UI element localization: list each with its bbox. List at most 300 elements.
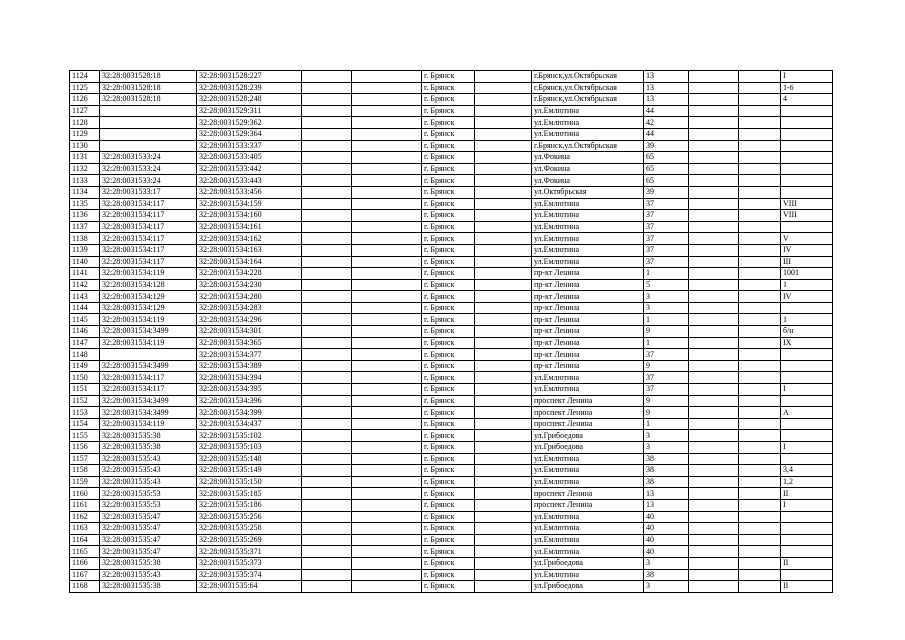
cell-blank-col-10 bbox=[689, 326, 739, 338]
cell-row-number: 1164 bbox=[70, 534, 100, 546]
cell-land-plot-cadastral-number: 32:28:0031534:117 bbox=[100, 221, 197, 233]
cell-land-plot-cadastral-number: 32:28:0031534:129 bbox=[100, 302, 197, 314]
cell-house-number: 1 bbox=[644, 314, 689, 326]
cell-premises-number: 1 bbox=[781, 314, 833, 326]
cell-blank-col-5 bbox=[352, 349, 422, 361]
cell-land-plot-cadastral-number: 32:28:0031534:119 bbox=[100, 268, 197, 280]
cell-house-number: 37 bbox=[644, 244, 689, 256]
cell-house-number: 13 bbox=[644, 71, 689, 83]
cell-object-cadastral-number: 32:28:0031535:373 bbox=[197, 557, 302, 569]
cell-row-number: 1166 bbox=[70, 557, 100, 569]
cell-premises-number bbox=[781, 349, 833, 361]
cell-object-cadastral-number: 32:28:0031535:374 bbox=[197, 569, 302, 581]
cell-city: г. Брянск bbox=[422, 233, 475, 245]
cell-object-cadastral-number: 32:28:0031535:148 bbox=[197, 453, 302, 465]
cell-city: г. Брянск bbox=[422, 326, 475, 338]
cell-house-number: 37 bbox=[644, 198, 689, 210]
cell-land-plot-cadastral-number: 32:28:0031534:117 bbox=[100, 233, 197, 245]
cell-land-plot-cadastral-number: 32:28:0031535:38 bbox=[100, 442, 197, 454]
cell-street: ул.Грибоедова bbox=[532, 557, 644, 569]
cell-blank-col-5 bbox=[352, 314, 422, 326]
cell-land-plot-cadastral-number: 32:28:0031535:38 bbox=[100, 557, 197, 569]
cell-blank-col-7 bbox=[475, 476, 532, 488]
cell-blank-col-11 bbox=[739, 407, 781, 419]
cell-row-number: 1156 bbox=[70, 442, 100, 454]
cell-blank-col-7 bbox=[475, 314, 532, 326]
cell-object-cadastral-number: 32:28:0031534:230 bbox=[197, 279, 302, 291]
cell-row-number: 1140 bbox=[70, 256, 100, 268]
cell-city: г. Брянск bbox=[422, 268, 475, 280]
cell-city: г. Брянск bbox=[422, 256, 475, 268]
cell-land-plot-cadastral-number: 32:28:0031534:119 bbox=[100, 418, 197, 430]
table-row bbox=[70, 326, 833, 338]
cell-blank-col-4 bbox=[302, 499, 352, 511]
cell-object-cadastral-number: 32:28:0031529:362 bbox=[197, 117, 302, 129]
cell-object-cadastral-number: 32:28:0031534:389 bbox=[197, 360, 302, 372]
cell-blank-col-7 bbox=[475, 488, 532, 500]
cell-blank-col-5 bbox=[352, 407, 422, 419]
cell-blank-col-4 bbox=[302, 256, 352, 268]
cell-blank-col-11 bbox=[739, 372, 781, 384]
cell-land-plot-cadastral-number: 32:28:0031533:24 bbox=[100, 163, 197, 175]
cell-house-number: 3 bbox=[644, 581, 689, 593]
cell-row-number: 1141 bbox=[70, 268, 100, 280]
cell-row-number: 1168 bbox=[70, 581, 100, 593]
cell-city: г. Брянск bbox=[422, 418, 475, 430]
cell-house-number: 9 bbox=[644, 395, 689, 407]
cell-row-number: 1161 bbox=[70, 499, 100, 511]
cell-house-number: 37 bbox=[644, 233, 689, 245]
cell-blank-col-10 bbox=[689, 430, 739, 442]
table-row bbox=[70, 82, 833, 94]
cell-land-plot-cadastral-number: 32:28:0031534:117 bbox=[100, 384, 197, 396]
cell-row-number: 1155 bbox=[70, 430, 100, 442]
cell-land-plot-cadastral-number: 32:28:0031535:38 bbox=[100, 581, 197, 593]
cell-blank-col-7 bbox=[475, 557, 532, 569]
cell-blank-col-11 bbox=[739, 337, 781, 349]
cell-blank-col-4 bbox=[302, 407, 352, 419]
cell-premises-number: IV bbox=[781, 244, 833, 256]
cell-blank-col-7 bbox=[475, 430, 532, 442]
cell-object-cadastral-number: 32:28:0031534:399 bbox=[197, 407, 302, 419]
cell-blank-col-4 bbox=[302, 337, 352, 349]
cell-row-number: 1136 bbox=[70, 210, 100, 222]
cell-blank-col-11 bbox=[739, 465, 781, 477]
cell-city: г. Брянск bbox=[422, 71, 475, 83]
cell-blank-col-5 bbox=[352, 117, 422, 129]
cell-street: ул.Емлютина bbox=[532, 476, 644, 488]
cell-house-number: 42 bbox=[644, 117, 689, 129]
cell-object-cadastral-number: 32:28:0031535:258 bbox=[197, 523, 302, 535]
cell-city: г. Брянск bbox=[422, 152, 475, 164]
cell-city: г. Брянск bbox=[422, 210, 475, 222]
cell-object-cadastral-number: 32:28:0031534:395 bbox=[197, 384, 302, 396]
cell-blank-col-4 bbox=[302, 314, 352, 326]
cell-object-cadastral-number: 32:28:0031528:239 bbox=[197, 82, 302, 94]
cell-premises-number: 1,2 bbox=[781, 476, 833, 488]
cell-street: ул.Емлютина bbox=[532, 465, 644, 477]
cell-blank-col-10 bbox=[689, 279, 739, 291]
cell-blank-col-11 bbox=[739, 360, 781, 372]
cell-blank-col-5 bbox=[352, 442, 422, 454]
cell-land-plot-cadastral-number: 32:28:0031534:128 bbox=[100, 279, 197, 291]
cell-premises-number bbox=[781, 430, 833, 442]
cell-blank-col-7 bbox=[475, 291, 532, 303]
cell-blank-col-4 bbox=[302, 569, 352, 581]
table-row bbox=[70, 430, 833, 442]
cell-row-number: 1147 bbox=[70, 337, 100, 349]
cell-street: ул.Емлютина bbox=[532, 256, 644, 268]
cell-land-plot-cadastral-number: 32:28:0031535:43 bbox=[100, 476, 197, 488]
cell-blank-col-11 bbox=[739, 94, 781, 106]
table-row bbox=[70, 128, 833, 140]
cell-blank-col-7 bbox=[475, 152, 532, 164]
cell-house-number: 44 bbox=[644, 128, 689, 140]
cell-blank-col-10 bbox=[689, 105, 739, 117]
cell-street: ул.Грибоедова bbox=[532, 581, 644, 593]
cell-house-number: 65 bbox=[644, 152, 689, 164]
cell-land-plot-cadastral-number: 32:28:0031534:3499 bbox=[100, 407, 197, 419]
cell-blank-col-4 bbox=[302, 244, 352, 256]
cell-blank-col-7 bbox=[475, 523, 532, 535]
cell-street: проспект Ленина bbox=[532, 418, 644, 430]
cell-blank-col-5 bbox=[352, 175, 422, 187]
cell-house-number: 13 bbox=[644, 94, 689, 106]
cell-premises-number bbox=[781, 128, 833, 140]
cell-blank-col-5 bbox=[352, 476, 422, 488]
cell-premises-number: 1 bbox=[781, 279, 833, 291]
cell-object-cadastral-number: 32:28:0031529:311 bbox=[197, 105, 302, 117]
cell-blank-col-5 bbox=[352, 511, 422, 523]
cell-blank-col-5 bbox=[352, 395, 422, 407]
cell-object-cadastral-number: 32:28:0031534:162 bbox=[197, 233, 302, 245]
cell-blank-col-4 bbox=[302, 233, 352, 245]
cell-land-plot-cadastral-number: 32:28:0031534:117 bbox=[100, 210, 197, 222]
cell-blank-col-7 bbox=[475, 569, 532, 581]
cell-row-number: 1132 bbox=[70, 163, 100, 175]
cell-land-plot-cadastral-number: 32:28:0031528:18 bbox=[100, 71, 197, 83]
cell-land-plot-cadastral-number: 32:28:0031534:117 bbox=[100, 372, 197, 384]
cell-premises-number bbox=[781, 360, 833, 372]
cell-blank-col-7 bbox=[475, 453, 532, 465]
cell-land-plot-cadastral-number: 32:28:0031533:24 bbox=[100, 152, 197, 164]
cell-blank-col-11 bbox=[739, 476, 781, 488]
cell-house-number: 40 bbox=[644, 546, 689, 558]
cell-house-number: 3 bbox=[644, 291, 689, 303]
cell-city: г. Брянск bbox=[422, 534, 475, 546]
cell-city: г. Брянск bbox=[422, 360, 475, 372]
cell-object-cadastral-number: 32:28:0031534:296 bbox=[197, 314, 302, 326]
table-row bbox=[70, 268, 833, 280]
cell-blank-col-10 bbox=[689, 557, 739, 569]
cell-blank-col-11 bbox=[739, 488, 781, 500]
cell-blank-col-11 bbox=[739, 453, 781, 465]
cell-land-plot-cadastral-number: 32:28:0031535:47 bbox=[100, 546, 197, 558]
cell-row-number: 1151 bbox=[70, 384, 100, 396]
table-body bbox=[70, 71, 833, 593]
cell-city: г. Брянск bbox=[422, 82, 475, 94]
cell-blank-col-11 bbox=[739, 140, 781, 152]
cell-row-number: 1157 bbox=[70, 453, 100, 465]
cell-object-cadastral-number: 32:28:0031534:396 bbox=[197, 395, 302, 407]
cell-blank-col-11 bbox=[739, 117, 781, 129]
cell-row-number: 1152 bbox=[70, 395, 100, 407]
cell-blank-col-11 bbox=[739, 221, 781, 233]
cell-row-number: 1138 bbox=[70, 233, 100, 245]
cell-blank-col-11 bbox=[739, 186, 781, 198]
cell-city: г. Брянск bbox=[422, 94, 475, 106]
cell-object-cadastral-number: 32:28:0031534:301 bbox=[197, 326, 302, 338]
cell-house-number: 3 bbox=[644, 302, 689, 314]
cell-blank-col-10 bbox=[689, 256, 739, 268]
cell-city: г. Брянск bbox=[422, 372, 475, 384]
cell-blank-col-10 bbox=[689, 291, 739, 303]
table-row bbox=[70, 546, 833, 558]
cell-blank-col-5 bbox=[352, 360, 422, 372]
cell-blank-col-4 bbox=[302, 152, 352, 164]
cell-blank-col-11 bbox=[739, 418, 781, 430]
table-row bbox=[70, 557, 833, 569]
cell-blank-col-11 bbox=[739, 175, 781, 187]
cell-house-number: 37 bbox=[644, 210, 689, 222]
cell-blank-col-10 bbox=[689, 152, 739, 164]
cell-city: г. Брянск bbox=[422, 395, 475, 407]
cell-row-number: 1143 bbox=[70, 291, 100, 303]
cell-city: г. Брянск bbox=[422, 221, 475, 233]
cell-house-number: 65 bbox=[644, 175, 689, 187]
cell-land-plot-cadastral-number: 32:28:0031534:129 bbox=[100, 291, 197, 303]
cell-house-number: 13 bbox=[644, 499, 689, 511]
cell-blank-col-7 bbox=[475, 499, 532, 511]
cell-street: проспект Ленина bbox=[532, 488, 644, 500]
cell-city: г. Брянск bbox=[422, 302, 475, 314]
cell-city: г. Брянск bbox=[422, 198, 475, 210]
cell-city: г. Брянск bbox=[422, 407, 475, 419]
cell-blank-col-4 bbox=[302, 71, 352, 83]
cell-blank-col-10 bbox=[689, 349, 739, 361]
table-row bbox=[70, 511, 833, 523]
cell-row-number: 1139 bbox=[70, 244, 100, 256]
table-row bbox=[70, 186, 833, 198]
cell-object-cadastral-number: 32:28:0031533:443 bbox=[197, 175, 302, 187]
cell-land-plot-cadastral-number: 32:28:0031535:47 bbox=[100, 534, 197, 546]
table-row bbox=[70, 140, 833, 152]
cell-premises-number: I bbox=[781, 384, 833, 396]
cell-object-cadastral-number: 32:28:0031535:269 bbox=[197, 534, 302, 546]
cell-blank-col-7 bbox=[475, 546, 532, 558]
cell-house-number: 39 bbox=[644, 140, 689, 152]
cell-blank-col-5 bbox=[352, 326, 422, 338]
table-row bbox=[70, 256, 833, 268]
cell-city: г. Брянск bbox=[422, 453, 475, 465]
cell-blank-col-5 bbox=[352, 384, 422, 396]
table-row bbox=[70, 175, 833, 187]
cell-street: проспект Ленина bbox=[532, 395, 644, 407]
cell-land-plot-cadastral-number bbox=[100, 117, 197, 129]
cell-row-number: 1154 bbox=[70, 418, 100, 430]
cell-blank-col-10 bbox=[689, 407, 739, 419]
cell-city: г. Брянск bbox=[422, 546, 475, 558]
cell-object-cadastral-number: 32:28:0031535:103 bbox=[197, 442, 302, 454]
cell-row-number: 1125 bbox=[70, 82, 100, 94]
cell-blank-col-5 bbox=[352, 268, 422, 280]
cell-blank-col-4 bbox=[302, 418, 352, 430]
cell-street: ул.Емлютина bbox=[532, 534, 644, 546]
table-row bbox=[70, 418, 833, 430]
cell-house-number: 38 bbox=[644, 569, 689, 581]
cell-blank-col-11 bbox=[739, 546, 781, 558]
cell-house-number: 3 bbox=[644, 430, 689, 442]
cell-blank-col-10 bbox=[689, 175, 739, 187]
cell-premises-number: V bbox=[781, 233, 833, 245]
cell-row-number: 1165 bbox=[70, 546, 100, 558]
cell-blank-col-4 bbox=[302, 384, 352, 396]
cell-blank-col-4 bbox=[302, 395, 352, 407]
cell-blank-col-10 bbox=[689, 233, 739, 245]
cell-row-number: 1129 bbox=[70, 128, 100, 140]
cell-blank-col-10 bbox=[689, 314, 739, 326]
cell-land-plot-cadastral-number: 32:28:0031528:18 bbox=[100, 94, 197, 106]
cell-blank-col-7 bbox=[475, 210, 532, 222]
cell-blank-col-7 bbox=[475, 407, 532, 419]
cell-city: г. Брянск bbox=[422, 279, 475, 291]
cell-premises-number bbox=[781, 140, 833, 152]
cell-street: ул.Емлютина bbox=[532, 372, 644, 384]
cell-blank-col-11 bbox=[739, 511, 781, 523]
cell-blank-col-10 bbox=[689, 418, 739, 430]
cell-object-cadastral-number: 32:28:0031533:405 bbox=[197, 152, 302, 164]
cell-blank-col-11 bbox=[739, 279, 781, 291]
cell-blank-col-7 bbox=[475, 221, 532, 233]
cell-city: г. Брянск bbox=[422, 384, 475, 396]
cell-blank-col-7 bbox=[475, 337, 532, 349]
table-row bbox=[70, 71, 833, 83]
cell-blank-col-10 bbox=[689, 221, 739, 233]
cell-blank-col-5 bbox=[352, 256, 422, 268]
cell-blank-col-11 bbox=[739, 569, 781, 581]
cell-blank-col-4 bbox=[302, 175, 352, 187]
cell-land-plot-cadastral-number: 32:28:0031535:47 bbox=[100, 511, 197, 523]
cell-land-plot-cadastral-number: 32:28:0031535:47 bbox=[100, 523, 197, 535]
cell-premises-number: 1001 bbox=[781, 268, 833, 280]
table-row bbox=[70, 534, 833, 546]
cell-row-number: 1126 bbox=[70, 94, 100, 106]
cell-street: ул.Емлютина bbox=[532, 221, 644, 233]
cell-blank-col-5 bbox=[352, 198, 422, 210]
cell-blank-col-4 bbox=[302, 326, 352, 338]
cell-city: г. Брянск bbox=[422, 163, 475, 175]
cell-blank-col-5 bbox=[352, 128, 422, 140]
cell-blank-col-5 bbox=[352, 233, 422, 245]
cell-street: г.Брянск,ул.Октябрьская bbox=[532, 71, 644, 83]
cell-street: ул.Фокина bbox=[532, 163, 644, 175]
cell-premises-number: II bbox=[781, 581, 833, 593]
cell-premises-number bbox=[781, 163, 833, 175]
cell-land-plot-cadastral-number: 32:28:0031534:117 bbox=[100, 256, 197, 268]
cell-street: пр-кт Ленина bbox=[532, 279, 644, 291]
cell-blank-col-4 bbox=[302, 82, 352, 94]
cell-object-cadastral-number: 32:28:0031535:64 bbox=[197, 581, 302, 593]
cell-row-number: 1137 bbox=[70, 221, 100, 233]
cell-city: г. Брянск bbox=[422, 244, 475, 256]
cell-blank-col-7 bbox=[475, 465, 532, 477]
cell-blank-col-4 bbox=[302, 279, 352, 291]
cell-row-number: 1146 bbox=[70, 326, 100, 338]
cell-blank-col-10 bbox=[689, 140, 739, 152]
cell-city: г. Брянск bbox=[422, 581, 475, 593]
cell-blank-col-5 bbox=[352, 534, 422, 546]
cell-blank-col-10 bbox=[689, 546, 739, 558]
cell-blank-col-7 bbox=[475, 384, 532, 396]
cell-street: г.Брянск,ул.Октябрьская bbox=[532, 94, 644, 106]
cell-land-plot-cadastral-number bbox=[100, 105, 197, 117]
cell-land-plot-cadastral-number: 32:28:0031535:53 bbox=[100, 499, 197, 511]
cell-premises-number: 4 bbox=[781, 94, 833, 106]
cell-blank-col-11 bbox=[739, 198, 781, 210]
cell-street: ул.Емлютина bbox=[532, 244, 644, 256]
cell-house-number: 9 bbox=[644, 360, 689, 372]
table-row bbox=[70, 314, 833, 326]
cell-land-plot-cadastral-number bbox=[100, 128, 197, 140]
cell-land-plot-cadastral-number: 32:28:0031535:43 bbox=[100, 453, 197, 465]
table-row bbox=[70, 442, 833, 454]
cell-blank-col-5 bbox=[352, 71, 422, 83]
cell-street: ул.Емлютина bbox=[532, 546, 644, 558]
cell-blank-col-4 bbox=[302, 476, 352, 488]
cell-blank-col-7 bbox=[475, 326, 532, 338]
cell-house-number: 9 bbox=[644, 407, 689, 419]
cell-house-number: 38 bbox=[644, 465, 689, 477]
cell-object-cadastral-number: 32:28:0031528:227 bbox=[197, 71, 302, 83]
cell-object-cadastral-number: 32:28:0031529:364 bbox=[197, 128, 302, 140]
cell-blank-col-10 bbox=[689, 268, 739, 280]
cell-blank-col-7 bbox=[475, 82, 532, 94]
cell-house-number: 1 bbox=[644, 418, 689, 430]
cell-premises-number: IX bbox=[781, 337, 833, 349]
cell-blank-col-4 bbox=[302, 581, 352, 593]
cell-premises-number bbox=[781, 546, 833, 558]
table-row bbox=[70, 453, 833, 465]
cell-blank-col-5 bbox=[352, 430, 422, 442]
cell-premises-number: VIII bbox=[781, 210, 833, 222]
cell-blank-col-11 bbox=[739, 256, 781, 268]
cell-street: ул.Фокина bbox=[532, 175, 644, 187]
cell-blank-col-5 bbox=[352, 163, 422, 175]
cell-premises-number bbox=[781, 372, 833, 384]
cell-row-number: 1149 bbox=[70, 360, 100, 372]
cell-row-number: 1128 bbox=[70, 117, 100, 129]
cell-row-number: 1127 bbox=[70, 105, 100, 117]
table-row bbox=[70, 488, 833, 500]
cell-blank-col-7 bbox=[475, 233, 532, 245]
table-row bbox=[70, 302, 833, 314]
cell-street: ул.Емлютина bbox=[532, 210, 644, 222]
cell-street: ул.Фокина bbox=[532, 152, 644, 164]
cell-blank-col-10 bbox=[689, 302, 739, 314]
cell-house-number: 40 bbox=[644, 534, 689, 546]
cell-blank-col-11 bbox=[739, 152, 781, 164]
cell-blank-col-10 bbox=[689, 71, 739, 83]
cell-blank-col-4 bbox=[302, 302, 352, 314]
cell-city: г. Брянск bbox=[422, 105, 475, 117]
cell-street: пр-кт Ленина bbox=[532, 326, 644, 338]
cell-house-number: 39 bbox=[644, 186, 689, 198]
cell-blank-col-10 bbox=[689, 581, 739, 593]
cell-street: пр-кт Ленина bbox=[532, 291, 644, 303]
cell-blank-col-10 bbox=[689, 244, 739, 256]
cell-row-number: 1148 bbox=[70, 349, 100, 361]
cell-house-number: 13 bbox=[644, 82, 689, 94]
